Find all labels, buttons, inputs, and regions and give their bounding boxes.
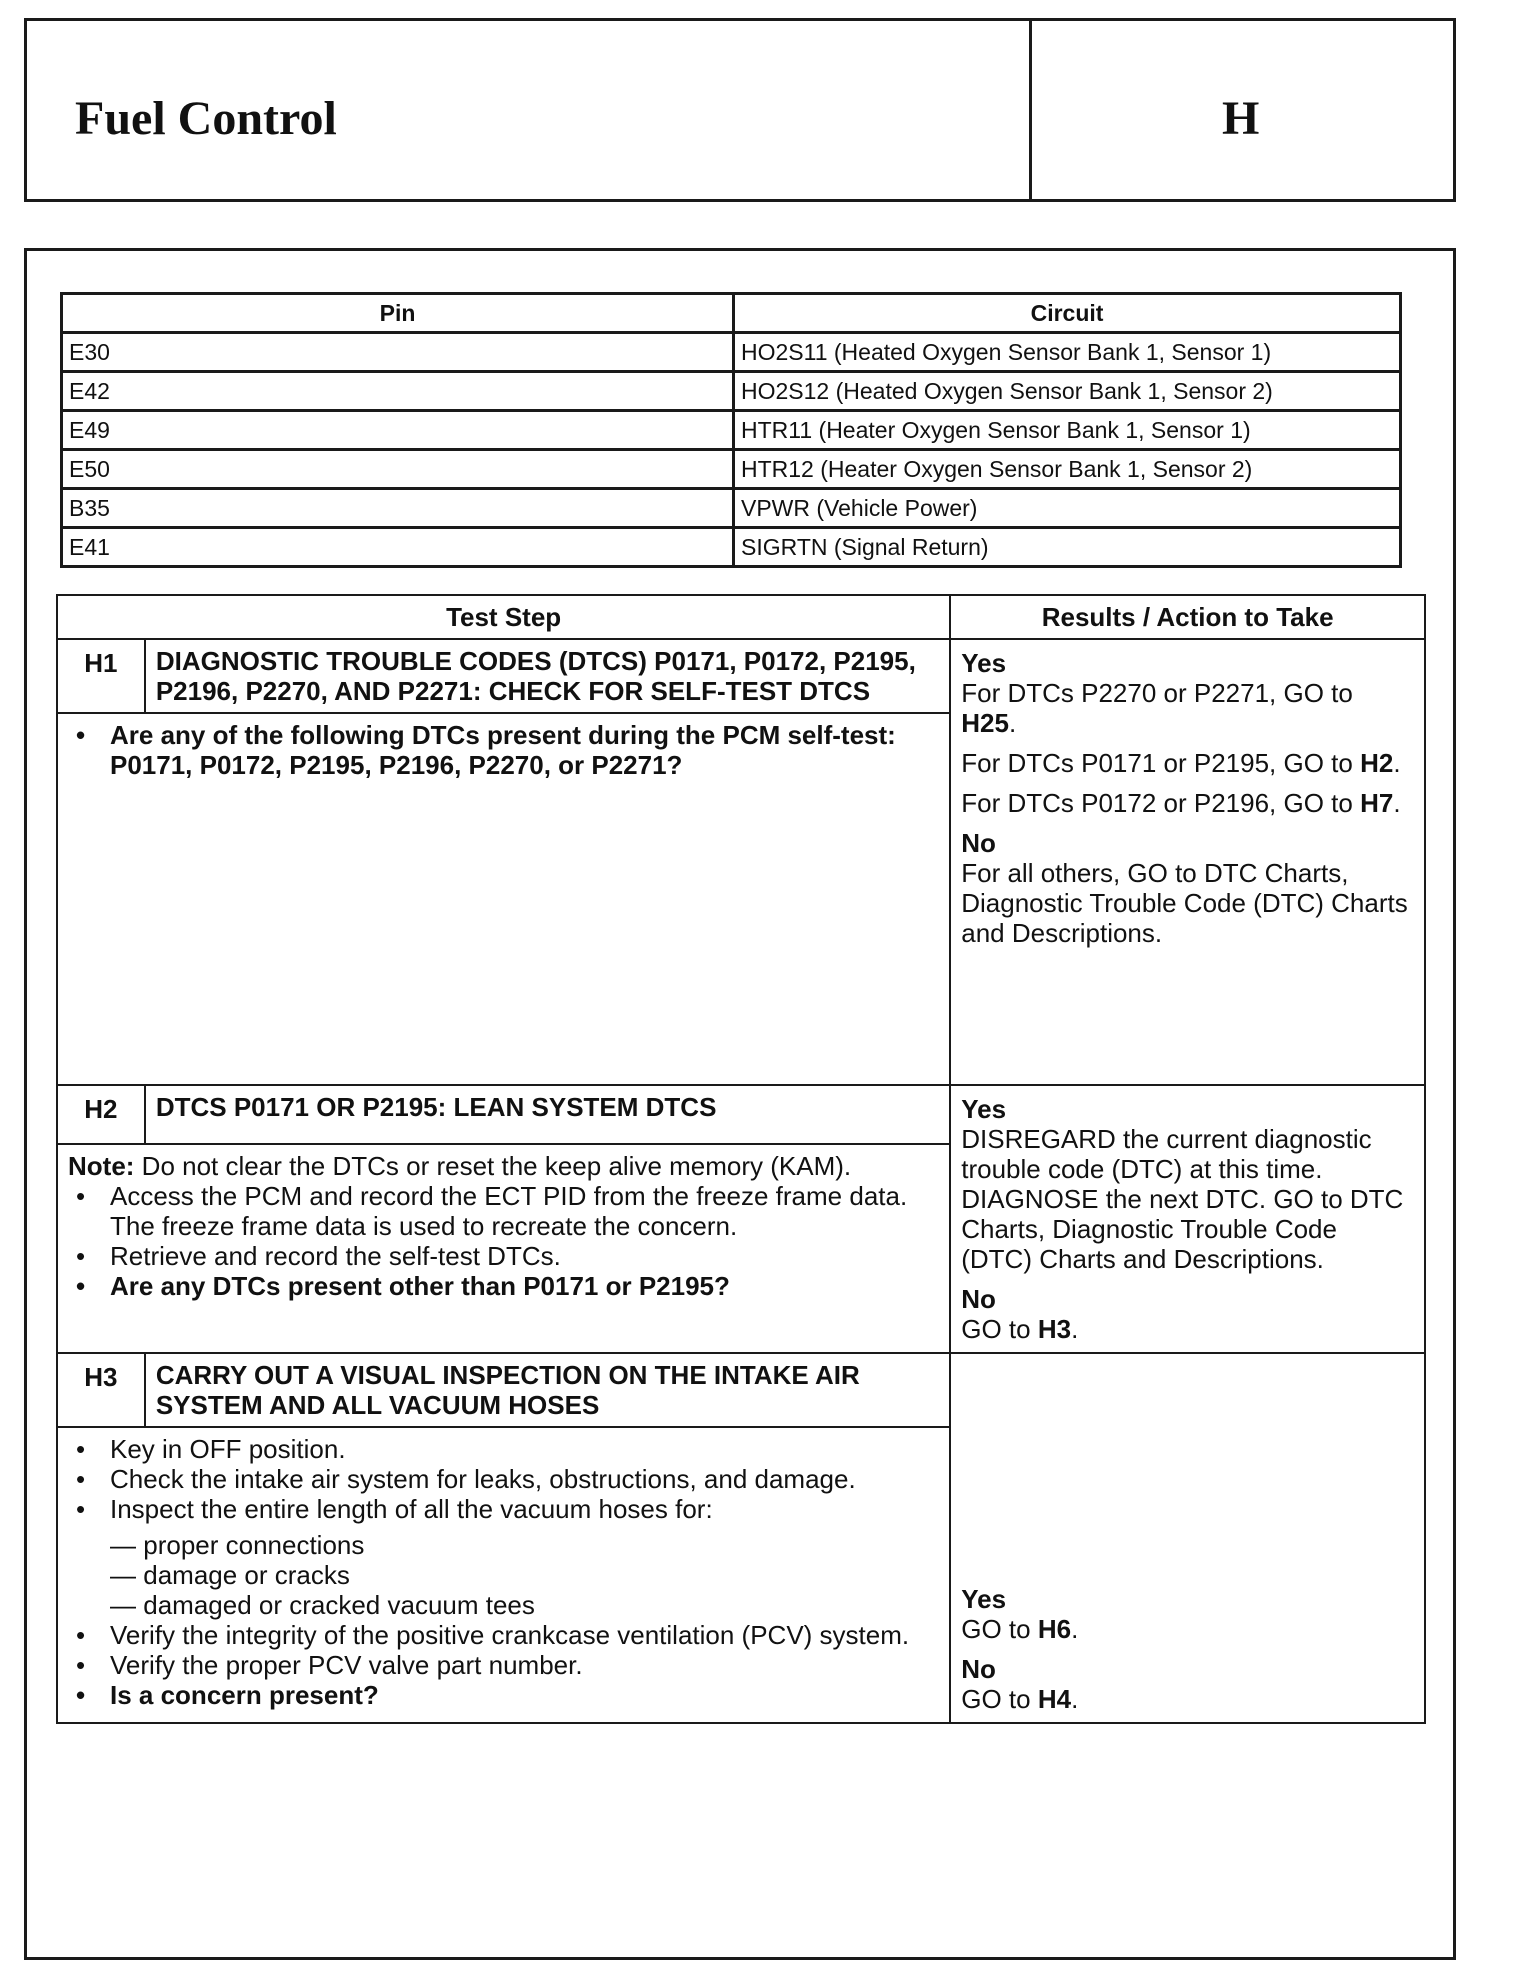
yes-label: Yes: [961, 1094, 1007, 1124]
sub-list: [68, 1530, 939, 1620]
pin-circuit-table: [60, 292, 1402, 568]
result-line: For DTCs P0172 or P2196, GO to H7.: [961, 788, 1401, 818]
step-h2-title-row: [57, 1085, 1425, 1144]
pin-cell: E41: [62, 528, 734, 567]
column-header-circuit: Circuit: [734, 294, 1401, 333]
column-header-pin: Pin: [62, 294, 734, 333]
circuit-cell: HTR11 (Heater Oxygen Sensor Bank 1, Sensor 1): [734, 411, 1401, 450]
table-header-row: [57, 595, 1425, 639]
result-text: GO to: [961, 1614, 1031, 1644]
step-h1-results: [950, 639, 1425, 1085]
column-header-test-step: Test Step: [57, 595, 950, 639]
circuit-cell: HO2S11 (Heated Oxygen Sensor Bank 1, Sensor 1): [734, 333, 1401, 372]
result-line: GO to H3.: [961, 1314, 1079, 1344]
step-question: • Are any of the following DTCs present during the PCM self-test: P0171, P0172, P2195, P2196, P2270, or P2271?: [68, 720, 939, 780]
step-reference[interactable]: H25: [961, 708, 1009, 738]
result-text: For DTCs P0171 or P2195, GO to: [961, 748, 1353, 778]
result-line: GO to H6.: [961, 1614, 1079, 1644]
pin-cell: E49: [62, 411, 734, 450]
step-reference[interactable]: H7: [1360, 788, 1394, 818]
sub-item: — damaged or cracked vacuum tees: [110, 1590, 939, 1620]
step-title: DTCS P0171 OR P2195: LEAN SYSTEM DTCS: [145, 1085, 950, 1144]
step-reference[interactable]: H6: [1037, 1614, 1072, 1644]
result-text: For DTCs P2270 or P2271, GO to: [961, 678, 1353, 708]
step-id: H2: [57, 1085, 145, 1144]
circuit-cell: HTR12 (Heater Oxygen Sensor Bank 1, Sensor 2): [734, 450, 1401, 489]
yes-label: Yes: [961, 648, 1007, 678]
pin-cell: E50: [62, 450, 734, 489]
result-line: For DTCs P0171 or P2195, GO to H2.: [961, 748, 1401, 778]
result-text: For DTCs P0172 or P2196, GO to: [961, 788, 1353, 818]
page-title: Fuel Control: [75, 92, 337, 145]
step-reference[interactable]: H4: [1037, 1684, 1072, 1714]
yes-label: Yes: [961, 1584, 1007, 1614]
step-body: [57, 1144, 950, 1353]
step-bullet: • Access the PCM and record the ECT PID from the freeze frame data. The freeze frame data is used to recreate the concern.: [68, 1181, 939, 1241]
step-question: • Is a concern present?: [68, 1680, 939, 1710]
sub-item: — proper connections: [110, 1530, 939, 1560]
sub-item: — damage or cracks: [110, 1560, 939, 1590]
step-question: • Are any DTCs present other than P0171 or P2195?: [68, 1271, 939, 1301]
step-bullet-list: [68, 1181, 939, 1301]
step-body: [57, 713, 950, 1085]
step-h1-title-row: [57, 639, 1425, 713]
circuit-cell: HO2S12 (Heated Oxygen Sensor Bank 1, Sensor 2): [734, 372, 1401, 411]
note-text: Do not clear the DTCs or reset the keep alive memory (KAM).: [141, 1151, 852, 1181]
step-bullet: • Retrieve and record the self-test DTCs.: [68, 1241, 939, 1271]
table-row: [62, 450, 1401, 489]
step-id: H3: [57, 1353, 145, 1427]
no-label: No: [961, 828, 996, 858]
note-label: Note:: [68, 1151, 135, 1181]
pin-cell: E42: [62, 372, 734, 411]
table-header-row: [62, 294, 1401, 333]
step-bullet: • Verify the integrity of the positive crankcase ventilation (PCV) system.: [68, 1620, 939, 1650]
step-h2-results: [950, 1085, 1425, 1353]
step-h3-title-row: [57, 1353, 1425, 1427]
pin-cell: B35: [62, 489, 734, 528]
result-line: For DTCs P2270 or P2271, GO to H25.: [961, 678, 1353, 738]
step-bullet: • Check the intake air system for leaks, obstructions, and damage.: [68, 1464, 939, 1494]
result-text: GO to: [961, 1684, 1031, 1714]
circuit-cell: VPWR (Vehicle Power): [734, 489, 1401, 528]
table-row: [62, 489, 1401, 528]
step-bullet: • Verify the proper PCV valve part number.: [68, 1650, 939, 1680]
step-note: [68, 1151, 939, 1181]
step-bullet-list: [68, 720, 939, 780]
table-row: [62, 528, 1401, 567]
circuit-cell: SIGRTN (Signal Return): [734, 528, 1401, 567]
step-body: [57, 1427, 950, 1723]
step-reference[interactable]: H2: [1360, 748, 1394, 778]
result-text: GO to: [961, 1314, 1031, 1344]
step-bullet: • Key in OFF position.: [68, 1434, 939, 1464]
step-bullet: • Inspect the entire length of all the vacuum hoses for:: [68, 1494, 939, 1524]
result-text: For all others, GO to DTC Charts, Diagnostic Trouble Code (DTC) Charts and Descriptions.: [961, 858, 1408, 948]
pin-cell: E30: [62, 333, 734, 372]
step-bullet-list: [68, 1620, 939, 1710]
result-text: DISREGARD the current diagnostic trouble code (DTC) at this time. DIAGNOSE the next DTC. GO to DTC Charts, Diagnostic Trouble Code (DTC) Charts and Descriptions.: [961, 1124, 1404, 1274]
table-row: [62, 372, 1401, 411]
step-title: CARRY OUT A VISUAL INSPECTION ON THE INTAKE AIR SYSTEM AND ALL VACUUM HOSES: [145, 1353, 950, 1427]
step-h3-results: [950, 1353, 1425, 1723]
column-header-results: Results / Action to Take: [950, 595, 1425, 639]
header-divider: [1029, 21, 1032, 199]
table-row: [62, 333, 1401, 372]
no-label: No: [961, 1284, 996, 1314]
step-title: DIAGNOSTIC TROUBLE CODES (DTCS) P0171, P0172, P2195, P2196, P2270, AND P2271: CHECK FOR SELF-TEST DTCS: [145, 639, 950, 713]
header-box: [24, 18, 1456, 202]
step-bullet-list: [68, 1434, 939, 1524]
result-line: GO to H4.: [961, 1684, 1079, 1714]
step-reference[interactable]: H3: [1037, 1314, 1072, 1344]
test-step-table: [56, 594, 1426, 1724]
table-row: [62, 411, 1401, 450]
step-id: H1: [57, 639, 145, 713]
no-label: No: [961, 1654, 996, 1684]
section-letter: H: [1222, 92, 1260, 145]
